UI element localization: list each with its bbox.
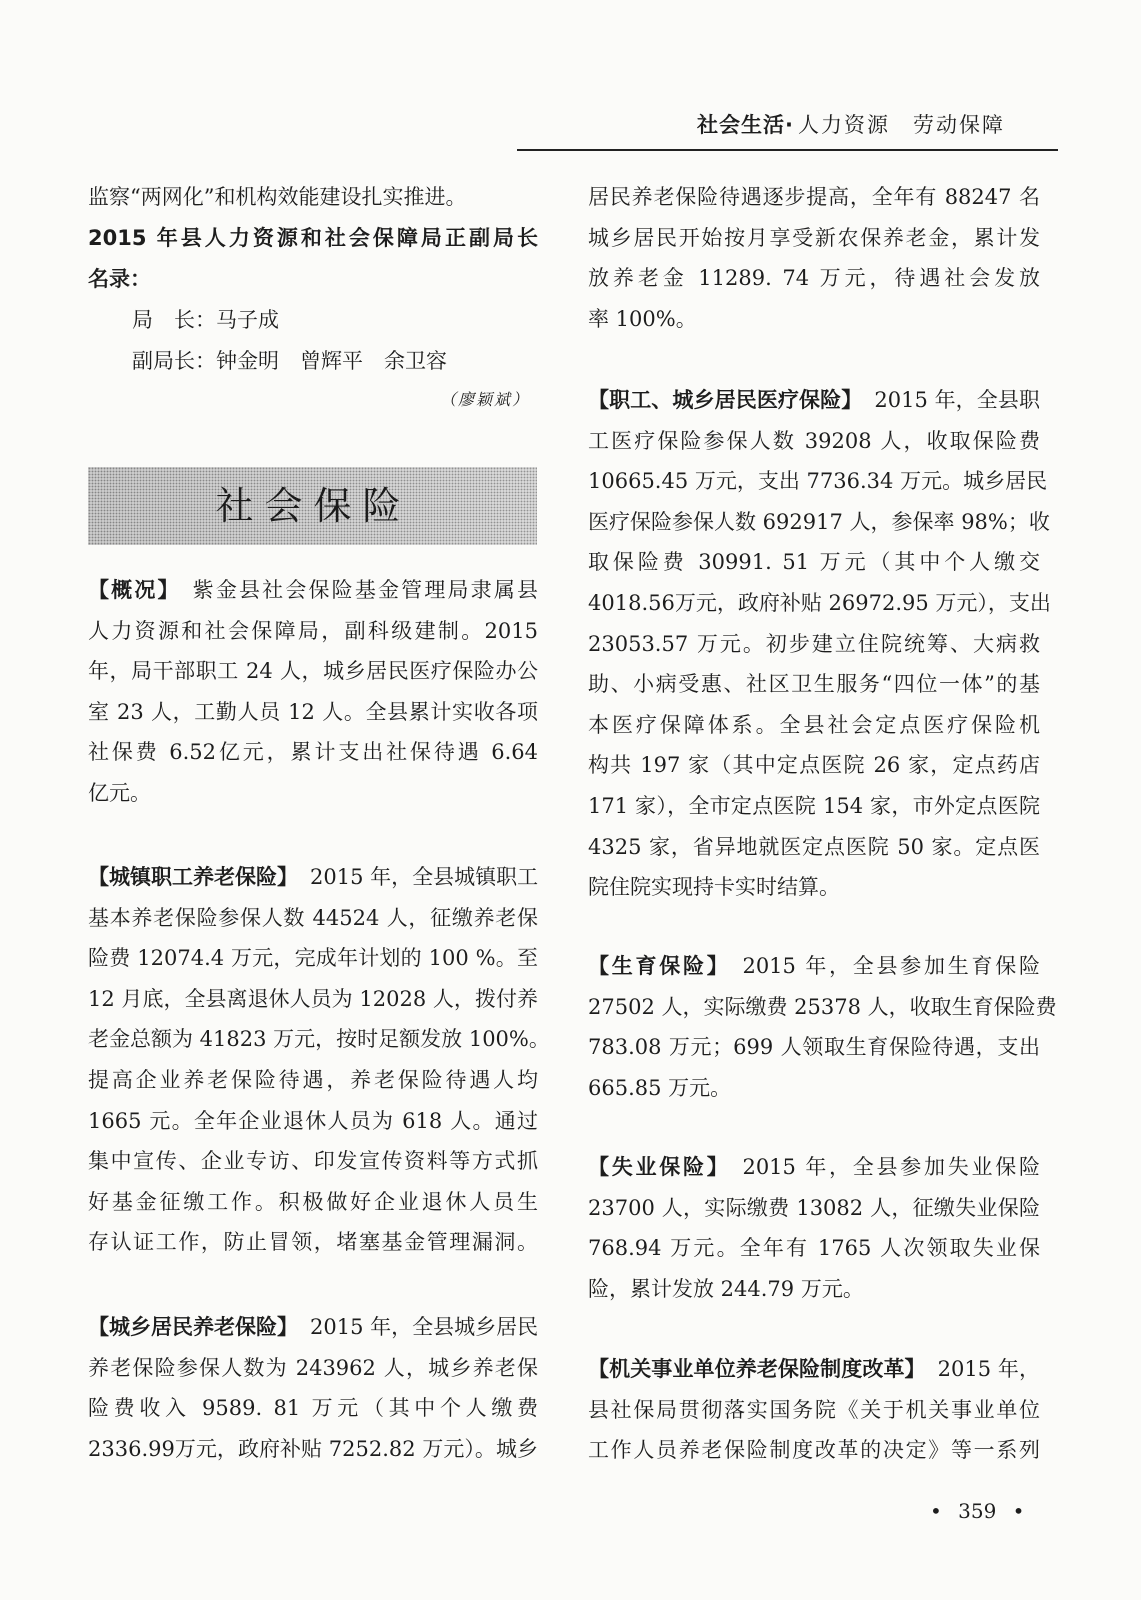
text-line: 基本养老保险参保人数 44524 人，征缴养老保 (88, 905, 538, 930)
text-run: 2015 年，全县城乡居民 (310, 1315, 539, 1339)
text-line: 社保费 6.52亿元，累计支出社保待遇 6.64 (88, 740, 538, 765)
roster-item: 副局长：钟金明 曾辉平 余卫容 (132, 348, 447, 373)
paragraph-heading: 【概况】 (88, 578, 181, 602)
text-line: 665.85 万元。 (588, 1075, 732, 1100)
text-line: 集中宣传、企业专访、印发宣传资料等方式抓 (88, 1149, 538, 1174)
roster-title (88, 218, 538, 299)
text-line: 171 家），全市定点医院 154 家，市外定点医院 (588, 793, 1040, 818)
text-line: 4325 家，省异地就医定点医院 50 家。定点医 (588, 834, 1040, 859)
paragraph-medical-insurance (588, 380, 1051, 908)
text-line: 室 23 人，工勤人员 12 人。全县累计实收各项 (88, 699, 538, 724)
text-line: 人力资源和社会保障局，副科级建制。2015 (88, 618, 538, 643)
text-line (588, 946, 1040, 987)
text-line: 好基金征缴工作。积极做好企业退休人员生 (88, 1189, 538, 1214)
text-line: 1665 元。全年企业退休人员为 618 人。通过 (88, 1108, 538, 1133)
text-line: 2015 年县人力资源和社会保障局正副局长 (88, 226, 538, 250)
text-line: 率 100%。 (588, 306, 697, 331)
text-line: 城乡居民开始按月享受新农保养老金，累计发 (588, 225, 1040, 250)
roster-item: 局 长：马子成 (132, 308, 279, 332)
paragraph-institution-pension-reform (588, 1349, 1040, 1471)
text-line: 23053.57 万元。初步建立住院统筹、大病救 (588, 631, 1040, 656)
paragraph-heading: 【失业保险】 (588, 1155, 731, 1179)
text-line (588, 380, 1040, 421)
paragraph-resident-pension (88, 1307, 538, 1469)
text-run: 2015 年，全县城镇职工 (310, 865, 539, 889)
text-line: 放养老金 11289. 74 万元，待遇社会发放 (588, 266, 1040, 291)
text-line: 年，局干部职工 24 人，城乡居民医疗保险办公 (88, 659, 538, 684)
text-line: 助、小病受惠、社区卫生服务“四位一体”的基 (588, 672, 1040, 697)
section-title-banner (88, 467, 537, 545)
text-line: 768.94 万元。全年有 1765 人次领取失业保 (588, 1236, 1040, 1261)
text-line (88, 857, 538, 898)
text-line: 工作人员养老保险制度改革的决定》等一系列 (588, 1438, 1040, 1463)
text-line: 存认证工作，防止冒领，堵塞基金管理漏洞。 (88, 1230, 538, 1255)
text-line: 2336.99万元，政府补贴 7252.82 万元）。城乡 (88, 1436, 538, 1461)
text-run: 2015 年，全县参加失业保险 (742, 1155, 1040, 1179)
section-title: 社会保险 (215, 484, 412, 528)
paragraph-overview (88, 570, 538, 814)
text-line: 783.08 万元；699 人领取生育保险待遇，支出 (588, 1035, 1040, 1060)
text-line: 提高企业养老保险待遇，养老保险待遇人均 (88, 1067, 538, 1092)
text-line: 23700 人，实际缴费 13082 人，征缴失业保险 (588, 1195, 1040, 1220)
paragraph-maternity-insurance (588, 946, 1057, 1108)
page-number: • 359 • (930, 1499, 1025, 1523)
paragraph-heading: 【生育保险】 (588, 954, 731, 978)
text-line: 县社保局贯彻落实国务院《关于机关事业单位 (588, 1397, 1040, 1422)
text-line (588, 1349, 1040, 1390)
text-line: 名录： (88, 266, 151, 291)
text-line: 险费收入 9589. 81 万元（其中个人缴费 (88, 1396, 538, 1421)
text-line: 4018.56万元，政府补贴 26972.95 万元），支出 (588, 590, 1051, 615)
attribution: （廖颖斌） (439, 390, 530, 409)
text-line: 取保险费 30991. 51 万元（其中个人缴交 (588, 550, 1040, 575)
text-line: 10665.45 万元，支出 7736.34 万元。城乡居民 (588, 469, 1048, 494)
text-line (88, 1307, 538, 1348)
text-line: 工医疗保险参保人数 39208 人，收取保险费 (588, 428, 1040, 453)
header-rule (517, 149, 1058, 151)
text-run: 2015 年，全县职 (874, 388, 1040, 412)
text-line (588, 1147, 1040, 1188)
paragraph-continuation (88, 177, 538, 218)
text-run: 2015 年，全县参加生育保险 (742, 954, 1040, 978)
text-run: 紫金县社会保险基金管理局隶属县 (192, 578, 539, 602)
text-line: 养老保险参保人数为 243962 人，城乡养老保 (88, 1355, 538, 1380)
text-line: 老金总额为 41823 万元，按时足额发放 100%。 (88, 1027, 550, 1052)
text-line: 亿元。 (88, 780, 151, 805)
paragraph-heading: 【职工、城乡居民医疗保险】 (588, 388, 863, 412)
text-line: 险，累计发放 244.79 万元。 (588, 1276, 864, 1301)
paragraph-heading: 【机关事业单位养老保险制度改革】 (588, 1357, 926, 1381)
running-header-section: 社会生活· (697, 113, 794, 137)
text-run: 2015 年， (937, 1357, 1040, 1381)
text-line: 院住院实现持卡实时结算。 (588, 875, 840, 900)
text-line (88, 570, 538, 611)
text-line: 27502 人，实际缴费 25378 人，收取生育保险费 (588, 994, 1057, 1019)
attribution-block (88, 380, 538, 421)
text-line: 居民养老保险待遇逐步提高，全年有 88247 名 (588, 185, 1040, 209)
text-line: 12 月底，全县离退休人员为 12028 人，拨付养 (88, 986, 538, 1011)
paragraph-urban-employee-pension (88, 857, 550, 1263)
paragraph-heading: 【城乡居民养老保险】 (88, 1315, 298, 1339)
paragraph-unemployment-insurance (588, 1147, 1040, 1309)
text-line: 险费 12074.4 万元，完成年计划的 100 %。至 (88, 946, 538, 971)
roster-list (88, 300, 538, 381)
text-line: 构共 197 家（其中定点医院 26 家，定点药店 (588, 753, 1040, 778)
text-line: 医疗保险参保人数 692917 人，参保率 98%；收 (588, 509, 1050, 534)
text-line: 本医疗保障体系。全县社会定点医疗保险机 (588, 712, 1040, 737)
paragraph-heading: 【城镇职工养老保险】 (88, 865, 298, 889)
text-line: 监察“两网化”和机构效能建设扎实推进。 (88, 185, 467, 209)
running-header-subsection: 人力资源 劳动保障 (797, 113, 1005, 137)
paragraph-resident-pension-continued (588, 177, 1040, 339)
running-header (697, 111, 1005, 139)
